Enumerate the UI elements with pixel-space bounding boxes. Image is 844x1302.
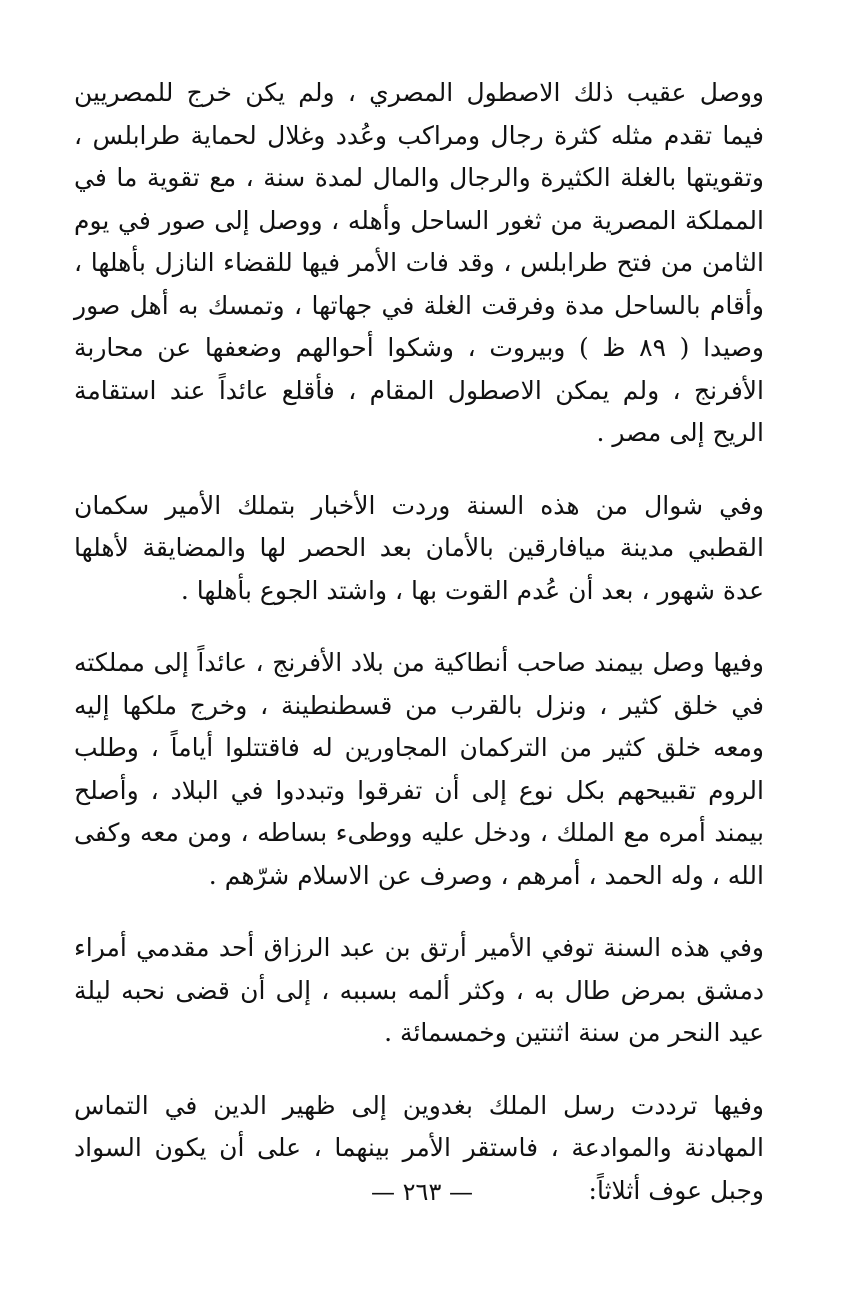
paragraph-mayyafariqin: وفي شوال من هذه السنة وردت الأخبار بتملك الأمير سكمان القطبي مدينة ميافارقين بالأمان بعد الحصر لها والمضايقة لأهلها عدة شهور ، بعد أن عُدم القوت بها ، واشتد الجوع بأهلها . <box>74 490 764 605</box>
page-number: — ٢٦٣ — <box>371 1178 473 1206</box>
paragraph-egyptian-fleet: ووصل عقيب ذلك الاصطول المصري ، ولم يكن خرج للمصريين فيما تقدم مثله كثرة رجال ومراكب وعُدد وغلال لحماية طرابلس ، وتقويتها بالغلة الكثيرة والرجال والمال لمدة سنة ، مع تقوية ما في المملكة المصرية من ثغور الساحل وأهله ، ووصل إلى صور في يوم الثامن من فتح طرابلس ، وقد فات الأمر فيها للقضاء النازل بأهلها ، وأقام بالساحل مدة وفرقت الغلة في جهاتها ، وتمسك به أهل صور وصيدا ( ٨٩ ظ ) وبيروت ، وشكوا أحوالهم وضعفها عن محاربة الأفرنج ، ولم يمكن الاصطول المقام ، فأقلع عائداً عند استقامة الريح إلى مصر . <box>74 78 764 447</box>
paragraph-bohemond: وفيها وصل بيمند صاحب أنطاكية من بلاد الأفرنج ، عائداً إلى مملكته في خلق كثير ، ونزل بالقرب من قسطنطينة ، وخرج ملكها إليه ومعه خلق كثير من التركمان المجاورين له فاقتتلوا أياماً ، وطلب الروم تقبيحهم بكل نوع إلى أن تفرقوا وتبددوا في البلاد ، وأصلح بيمند أمره مع الملك ، ودخل عليه ووطىء بساطه ، ومن معه وكفى الله ، وله الحمد ، أمرهم ، وصرف عن الاسلام شرّهم . <box>74 648 764 890</box>
paragraph-artuq-death: وفي هذه السنة توفي الأمير أرتق بن عبد الرزاق أحد مقدمي أمراء دمشق بمرض طال به ، وكثر ألمه بسببه ، إلى أن قضى نحبه ليلة عيد النحر من سنة اثنتين وخمسمائة . <box>74 933 765 1047</box>
paragraph-baldwin-envoys: وفيها ترددت رسل الملك بغدوين إلى ظهير الدين في التماس المهادنة والموادعة ، فاستقر الأمر بينهما ، على أن يكون السواد وجبل عوف أثلاثاً: <box>74 1090 764 1205</box>
